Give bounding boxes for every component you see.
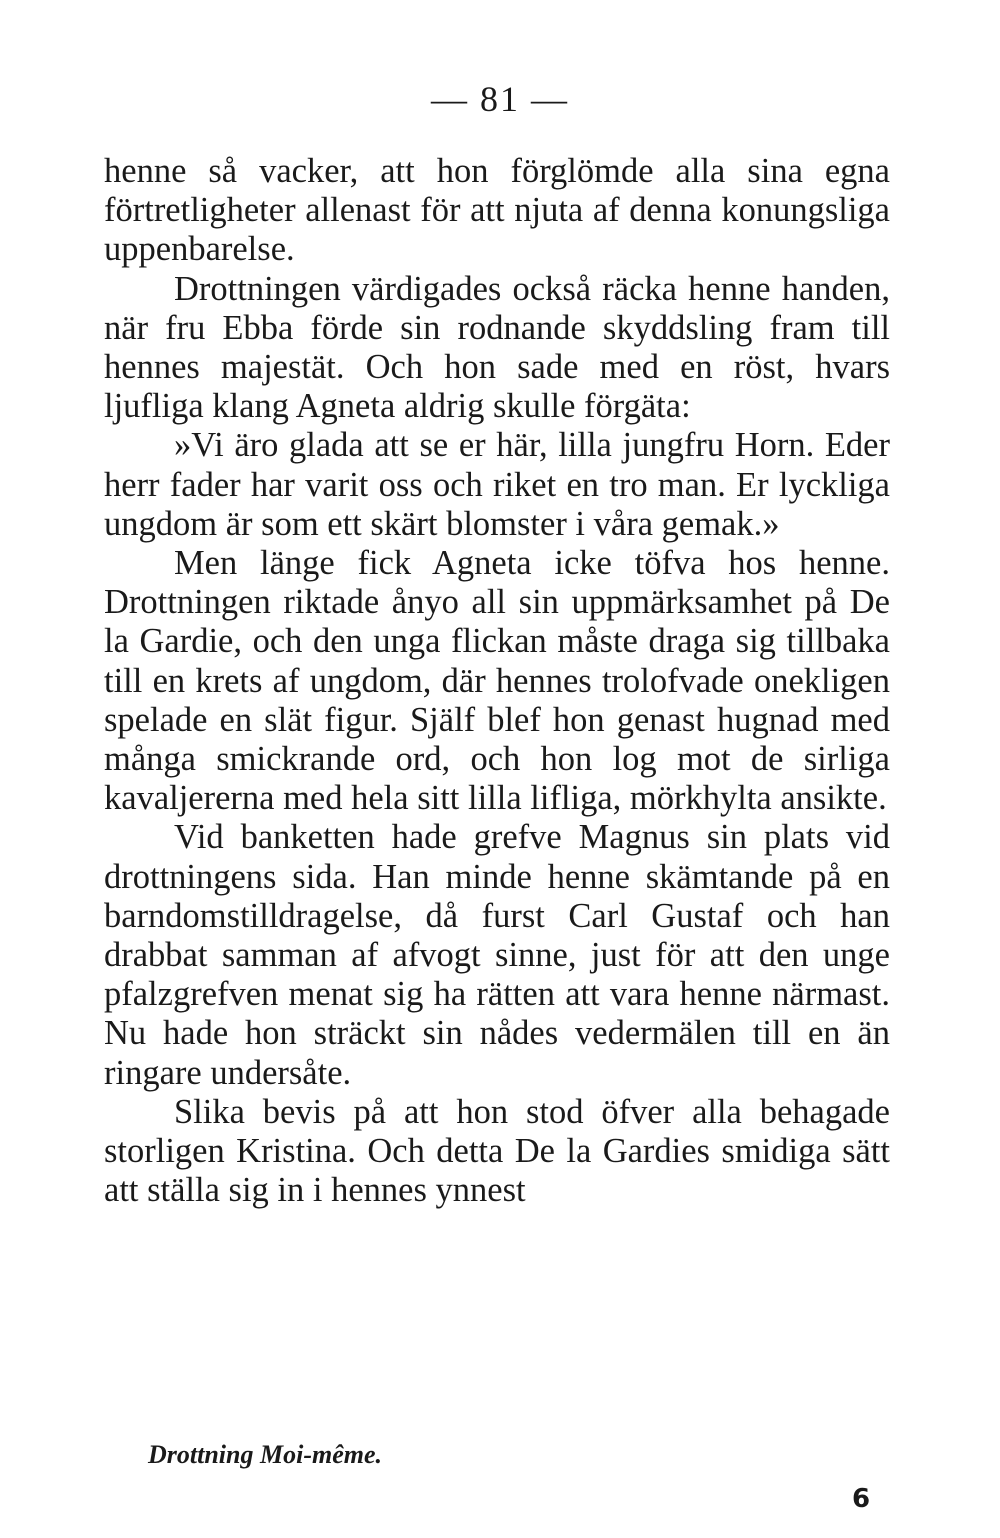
- paragraph-5: Vid banketten hade grefve Magnus sin plats vid drottningens sida. Han minde henne skämtande på en barndomstilldragelse, då furst Carl Gustaf och han drabbat samman af afvogt sinne, just för att den unge pfalzgrefven menat sig ha rätten att vara henne närmast. Nu hade hon sträckt sin nådes vedermälen till en än ringare undersåte.: [104, 818, 890, 1092]
- paragraph-3: »Vi äro glada att se er här, lilla jungfru Horn. Eder herr fader har varit oss och riket en tro man. Er lyckliga ungdom är som ett skärt blomster i våra gemak.»: [104, 426, 890, 543]
- page-number: — 81 —: [431, 79, 569, 119]
- footer-title: Drottning Moi-même.: [148, 1440, 383, 1469]
- paragraph-1: henne så vacker, att hon förglömde alla sina egna förtretligheter allenast för att njuta af denna konungsliga uppenbarelse.: [104, 152, 890, 269]
- signature-mark: 6: [852, 1484, 871, 1514]
- paragraph-4: Men länge fick Agneta icke töfva hos henne. Drottningen riktade ånyo all sin uppmärksamhet på De la Gardie, och den unga flickan måste draga sig tillbaka till en krets af ungdom, där hennes trolofvade onekligen spelade en slät figur. Själf blef hon genast hugnad med många smickrande ord, och hon log mot de sirliga kavaljererna med hela sitt lilla lifliga, mörkhylta ansikte.: [104, 544, 890, 818]
- paragraph-2: Drottningen värdigades också räcka henne handen, när fru Ebba förde sin rodnande skyddsling fram till hennes majestät. Och hon sade med en röst, hvars ljufliga klang Agneta aldrig skulle förgäta:: [104, 269, 890, 426]
- paragraph-6: Slika bevis på att hon stod öfver alla behagade storligen Kristina. Och detta De la Gardies smidiga sätt att ställa sig in i hennes ynnest: [104, 1092, 890, 1210]
- body-text: [104, 152, 890, 1210]
